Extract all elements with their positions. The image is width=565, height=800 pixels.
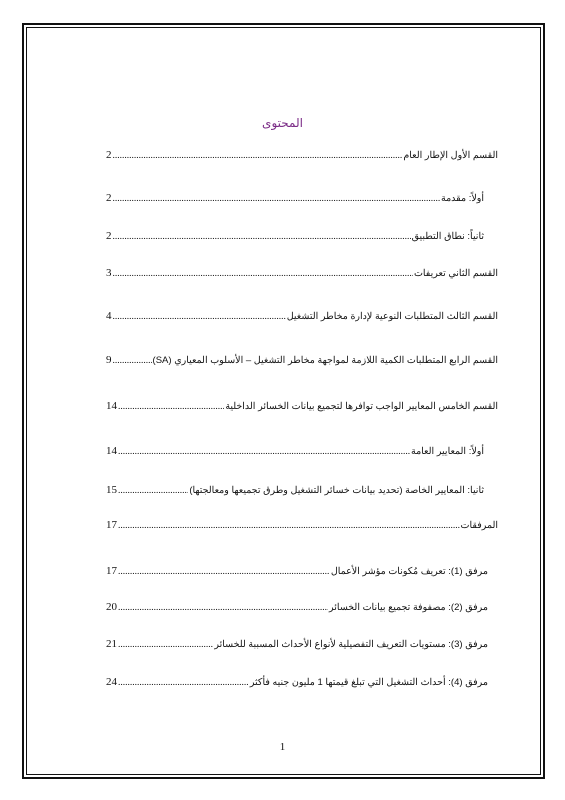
toc-leader-dots <box>113 230 411 244</box>
toc-entry-appendices[interactable] <box>106 519 498 533</box>
toc-entry-scope[interactable] <box>106 230 484 244</box>
toc-leader-dots <box>118 565 330 579</box>
toc-entry-label: مرفق (2): مصفوفة تجميع بيانات الخسائر <box>329 602 488 613</box>
toc-entry-label: المرفقات <box>460 520 498 531</box>
toc-entry-label: أولاً: المعايير العامة <box>410 446 484 457</box>
toc-entry-page: 2 <box>106 149 112 161</box>
toc-leader-dots <box>113 354 152 368</box>
toc-entry-page: 17 <box>106 565 117 577</box>
toc-entry-special-criteria[interactable] <box>106 484 484 498</box>
toc-entry-label: القسم الخامس المعايير الواجب توافرها لتجميع بيانات الخسائر الداخلية <box>225 401 498 412</box>
toc-entry-general-criteria[interactable] <box>106 445 484 459</box>
toc-entry-appendix-2[interactable] <box>106 601 488 615</box>
toc-leader-dots <box>118 400 224 414</box>
toc-entry-label: أولاً: مقدمة <box>441 193 484 204</box>
toc-entry-label: ثانياً: نطاق التطبيق <box>411 231 484 242</box>
toc-leader-dots <box>118 601 328 615</box>
toc-entry-appendix-1[interactable] <box>106 565 488 579</box>
toc-entry-label: القسم الرابع المتطلبات الكمية اللازمة لمواجهة مخاطر التشغيل – الأسلوب المعياري (SA) <box>152 355 498 366</box>
toc-entry-page: 9 <box>106 354 112 366</box>
toc-entry-page: 15 <box>106 484 117 496</box>
toc-entry-page: 20 <box>106 601 117 613</box>
toc-entry-appendix-3[interactable] <box>106 638 488 652</box>
toc-entry-section-4[interactable] <box>106 354 498 368</box>
toc-entry-page: 3 <box>106 267 112 279</box>
toc-leader-dots <box>118 638 213 652</box>
toc-entry-section-2[interactable] <box>106 267 498 281</box>
toc-leader-dots <box>113 267 413 281</box>
toc-entry-label: القسم الثالث المتطلبات النوعية لإدارة مخاطر التشغيل <box>286 311 498 322</box>
toc-leader-dots <box>113 310 286 324</box>
toc-entry-appendix-4[interactable] <box>106 676 488 690</box>
toc-entry-label: مرفق (4): أحداث التشغيل التي تبلغ قيمتها 1 مليون جنيه فأكثر <box>249 677 488 688</box>
toc-entry-section-5[interactable] <box>106 400 498 414</box>
toc-leader-dots <box>113 192 441 206</box>
toc-leader-dots <box>118 445 410 459</box>
toc-entry-label: ثانيا: المعايير الخاصة (تحديد بيانات خسائر التشغيل وطرق تجميعها ومعالجتها) <box>189 485 484 496</box>
toc-entry-page: 24 <box>106 676 117 688</box>
toc-entry-page: 21 <box>106 638 117 650</box>
toc-entry-label: مرفق (3): مستويات التعريف التفصيلية لأنواع الأحداث المسببة للخسائر <box>214 639 488 650</box>
toc-leader-dots <box>118 676 249 690</box>
toc-leader-dots <box>118 484 188 498</box>
toc-entry-label: القسم الأول الإطار العام <box>403 150 498 161</box>
toc-entry-section-1[interactable] <box>106 149 498 163</box>
toc-leader-dots <box>118 519 460 533</box>
toc-entry-section-3[interactable] <box>106 310 498 324</box>
toc-entry-label: مرفق (1): تعريف مُكونات مؤشر الأعمال <box>330 566 488 577</box>
toc-entry-page: 14 <box>106 400 117 412</box>
toc-leader-dots <box>113 149 403 163</box>
toc-entry-page: 2 <box>106 230 112 242</box>
toc-entry-page: 4 <box>106 310 112 322</box>
toc-title: المحتوى <box>262 116 303 130</box>
toc-entry-page: 14 <box>106 445 117 457</box>
page-number: 1 <box>279 741 286 753</box>
toc-entry-introduction[interactable] <box>106 192 484 206</box>
toc-entry-label: القسم الثاني تعريفات <box>413 268 498 279</box>
toc-entry-page: 17 <box>106 519 117 531</box>
table-of-contents <box>106 0 498 800</box>
toc-entry-page: 2 <box>106 192 112 204</box>
